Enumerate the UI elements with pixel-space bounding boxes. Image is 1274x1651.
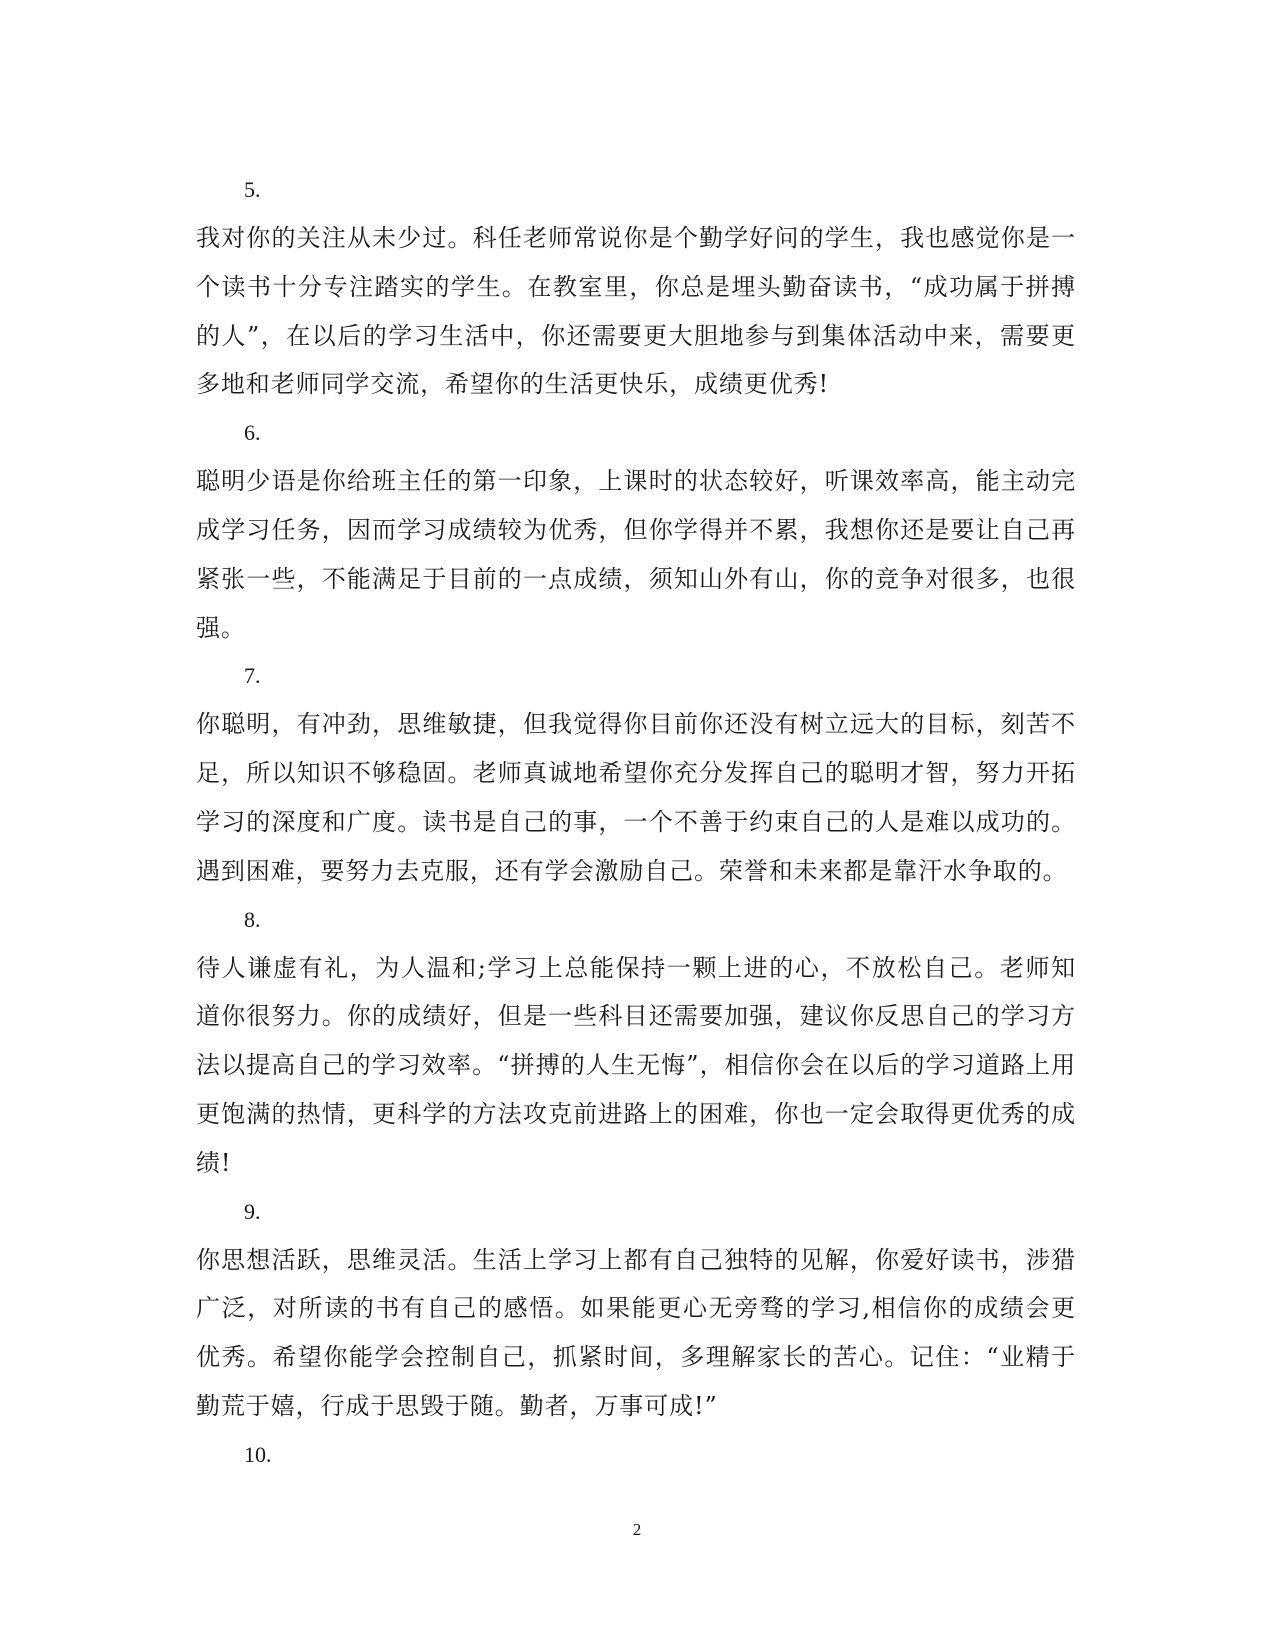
entry-number: 6. — [244, 420, 261, 446]
entry-number: 10. — [244, 1441, 272, 1467]
entry-number: 8. — [244, 906, 261, 932]
entry-number: 7. — [244, 663, 261, 689]
page-number: 2 — [632, 1520, 642, 1539]
document-body — [196, 166, 1076, 1479]
entry-text: 你思想活跃，思维灵活。生活上学习上都有自己独特的见解，你爱好读书，涉猎广泛，对所读的书有自己的感悟。如果能更心无旁骛的学习,相信你的成绩会更优秀。希望你能学会控制自己，抓紧时间，多理解家长的苦心。记住：“业精于勤荒于嬉，行成于思毁于随。勤者，万事可成!” — [196, 1245, 1076, 1420]
entry-number: 5. — [244, 177, 261, 202]
entry-text: 你聪明，有冲劲，思维敏捷，但我觉得你目前你还没有树立远大的目标，刻苦不足，所以知识不够稳固。老师真诚地希望你充分发挥自己的聪明才智，努力开拓学习的深度和广度。读书是自己的事，一个不善于约束自己的人是难以成功的。遇到困难，要努力去克服，还有学会激励自己。荣誉和未来都是靠汗水争取的。 — [196, 710, 1076, 885]
entry-text: 待人谦虚有礼，为人温和;学习上总能保持一颗上进的心，不放松自己。老师知道你很努力。你的成绩好，但是一些科目还需要加强，建议你反思自己的学习方法以提高自己的学习效率。“拼搏的人生无悔”，相信你会在以后的学习道路上用更饱满的热情，更科学的方法攻克前进路上的困难，你也一定会取得更优秀的成绩! — [196, 953, 1076, 1177]
entry-text: 我对你的关注从未少过。科任老师常说你是个勤学好问的学生，我也感觉你是一个读书十分专注踏实的学生。在教室里，你总是埋头勤奋读书，“成功属于拼搏的人”，在以后的学习生活中，你还需要更大胆地参与到集体活动中来，需要更多地和老师同学交流，希望你的生活更快乐，成绩更优秀! — [196, 224, 1076, 399]
entry-number: 9. — [244, 1198, 261, 1224]
entry-text: 聪明少语是你给班主任的第一印象，上课时的状态较好，听课效率高，能主动完成学习任务，因而学习成绩较为优秀，但你学得并不累，我想你还是要让自己再紧张一些，不能满足于目前的一点成绩，须知山外有山，你的竞争对很多，也很强。 — [196, 467, 1076, 642]
